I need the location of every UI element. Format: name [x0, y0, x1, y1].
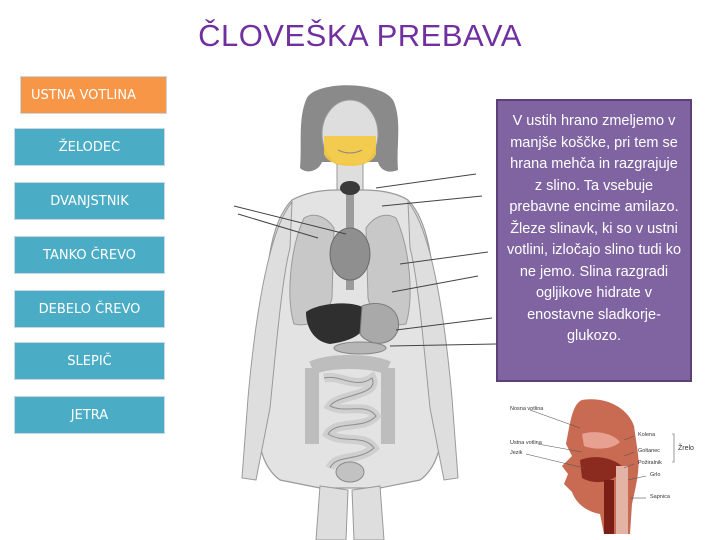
inset-label-kolena: Kolena — [638, 432, 656, 438]
nav-button-debelo-crevo[interactable] — [14, 290, 165, 328]
mouth-cross-section-figure — [500, 394, 700, 534]
nav-button-tanko-crevo[interactable] — [14, 236, 165, 274]
nav-label: DVANJSTNIK — [50, 193, 129, 209]
nav-button-ustna-votlina[interactable] — [20, 76, 167, 114]
nav-button-jetra[interactable] — [14, 396, 165, 434]
nav-label: TANKO ČREVO — [43, 247, 136, 263]
nav-button-dvanjstnik[interactable] — [14, 182, 165, 220]
inset-label-sapnica: Sapnica — [650, 494, 670, 500]
inset-label-zrelo: Žrelo — [678, 445, 694, 452]
digestive-system-figure — [220, 78, 500, 540]
nav-label: JETRA — [70, 407, 109, 423]
nav-button-slepic[interactable] — [14, 342, 165, 380]
nav-label: DEBELO ČREVO — [38, 301, 141, 317]
inset-label-pozir: Požiralnik — [638, 460, 662, 466]
nav-label: SLEPIČ — [67, 353, 112, 369]
nav-button-zelodec[interactable] — [14, 128, 165, 166]
info-panel: V ustih hrano zmeljemo v manjše koščke, pri tem se hrana mehča in razgrajuje z slino. Ta vsebuje prebavne encime amilazo. Žleze slinavk, ki so v ustni votlini, izločajo slino tudi ko ne jemo. Slina razgradi ogljikove hidrate v enostavne sladkorje-glukozo. — [496, 99, 692, 382]
inset-label-jezik: Jezik — [510, 450, 523, 456]
inset-label-grlo: Grlo — [650, 472, 661, 478]
inset-label-nosna: Nosna votlina — [510, 406, 544, 412]
inset-label-ustna: Ustna votlina — [510, 440, 542, 446]
slide-title: ČLOVEŠKA PREBAVA — [198, 18, 522, 53]
inset-label-goltanec: Goltanec — [638, 448, 661, 454]
nav-label: USTNA VOTLINA — [31, 87, 136, 103]
nav-label: ŽELODEC — [58, 139, 121, 155]
